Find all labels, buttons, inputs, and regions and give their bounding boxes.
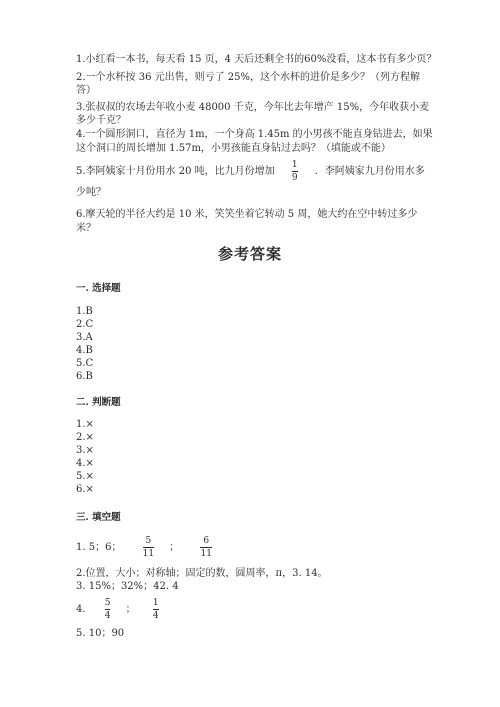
fill-answer-1-fraction-1 xyxy=(143,536,154,559)
fill-answer-4 xyxy=(76,598,159,621)
problem-4-line-1: 4.一个圆形洞口，直径为 1m，一个身高 1.45m 的小男孩不能直身钻进去，如果 xyxy=(76,129,433,140)
problem-5-fraction xyxy=(292,160,298,183)
problem-5-text-a: 5.李阿姨家十月份用水 20 吨，比九月份增加 xyxy=(76,166,275,177)
fraction-bar xyxy=(105,609,111,610)
section-judge-heading: 二. 判断题 xyxy=(76,397,121,408)
fill-answer-4-fraction-2 xyxy=(153,598,159,621)
problem-3-line-2: 多少千克？ xyxy=(76,115,126,126)
problem-4-line-2: 这个洞口的周长增加 1.57m，小男孩能直身钻过去吗？（填能或不能） xyxy=(76,143,391,154)
fraction-bar xyxy=(153,609,159,610)
fill-answer-3: 3. 15%；32%；42. 4 xyxy=(76,581,179,592)
problem-6-line-1: 6.摩天轮的半径大约是 10 米，笑笑坐着它转动 5 周，她大约在空中转过多少 xyxy=(76,209,418,220)
fraction-denominator: 9 xyxy=(291,173,298,183)
fraction-numerator: 5 xyxy=(104,598,111,608)
judge-answer: 2.× xyxy=(76,432,94,443)
choice-answer: 4.B xyxy=(76,345,93,356)
judge-answer: 1.× xyxy=(76,419,94,430)
fraction-denominator: 11 xyxy=(200,549,212,559)
fill-answer-4-prefix: 4. xyxy=(76,604,86,615)
fill-answer-2: 2.位置，大小；对称轴；固定的数，圆周率，π，3. 14。 xyxy=(76,568,328,579)
judge-answer: 4.× xyxy=(76,458,94,469)
section-fill-heading: 三. 填空题 xyxy=(76,512,121,523)
fraction-numerator: 5 xyxy=(145,536,152,546)
choice-answer: 6.B xyxy=(76,371,93,382)
fraction-numerator: 1 xyxy=(291,160,298,170)
answer-title: 参考答案 xyxy=(217,245,282,263)
fraction-numerator: 6 xyxy=(203,536,210,546)
problem-3-line-1: 3.张叔叔的农场去年收小麦 48000 千克，今年比去年增产 15%，今年收获小麦 xyxy=(76,102,430,113)
fill-answer-5: 5. 10；90 xyxy=(76,628,125,639)
fraction-bar xyxy=(143,547,154,548)
judge-answer: 5.× xyxy=(76,471,94,482)
fill-answer-1-separator: ； xyxy=(169,542,180,553)
fraction-denominator: 4 xyxy=(104,611,111,621)
fraction-bar xyxy=(200,547,211,548)
problem-5-line-1 xyxy=(76,160,425,183)
fill-answer-1 xyxy=(76,536,212,559)
fraction-bar xyxy=(292,171,298,172)
fill-answer-1-prefix: 1. 5；6； xyxy=(76,542,122,553)
fill-answer-1-fraction-2 xyxy=(200,536,211,559)
choice-answer: 3.A xyxy=(76,332,93,343)
problem-6-line-2: 米？ xyxy=(76,223,96,234)
fraction-denominator: 11 xyxy=(142,549,155,559)
fraction-denominator: 4 xyxy=(152,611,159,621)
problem-5-line-2: 少吨？ xyxy=(76,187,106,198)
choice-answer: 2.C xyxy=(76,319,94,330)
fill-answer-4-separator: ； xyxy=(125,604,136,615)
choice-answer: 1.B xyxy=(76,306,93,317)
judge-answer: 3.× xyxy=(76,445,94,456)
problem-2-line-1: 2.一个水杯按 36 元出售，则亏了 25%，这个水杯的进价是多少？（列方程解 xyxy=(76,72,421,83)
problem-1: 1.小红看一本书，每天看 15 页，4 天后还剩全书的60%没看，这本书有多少页？ xyxy=(76,54,437,65)
problem-5-text-b: ．李阿姨家九月份用水多 xyxy=(314,166,425,177)
judge-answer: 6.× xyxy=(76,484,94,495)
problem-2-line-2: 答） xyxy=(76,85,96,96)
choice-answer: 5.C xyxy=(76,358,94,369)
fill-answer-4-fraction-1 xyxy=(105,598,111,621)
section-choice-heading: 一. 选择题 xyxy=(76,283,121,294)
fraction-numerator: 1 xyxy=(152,598,159,608)
